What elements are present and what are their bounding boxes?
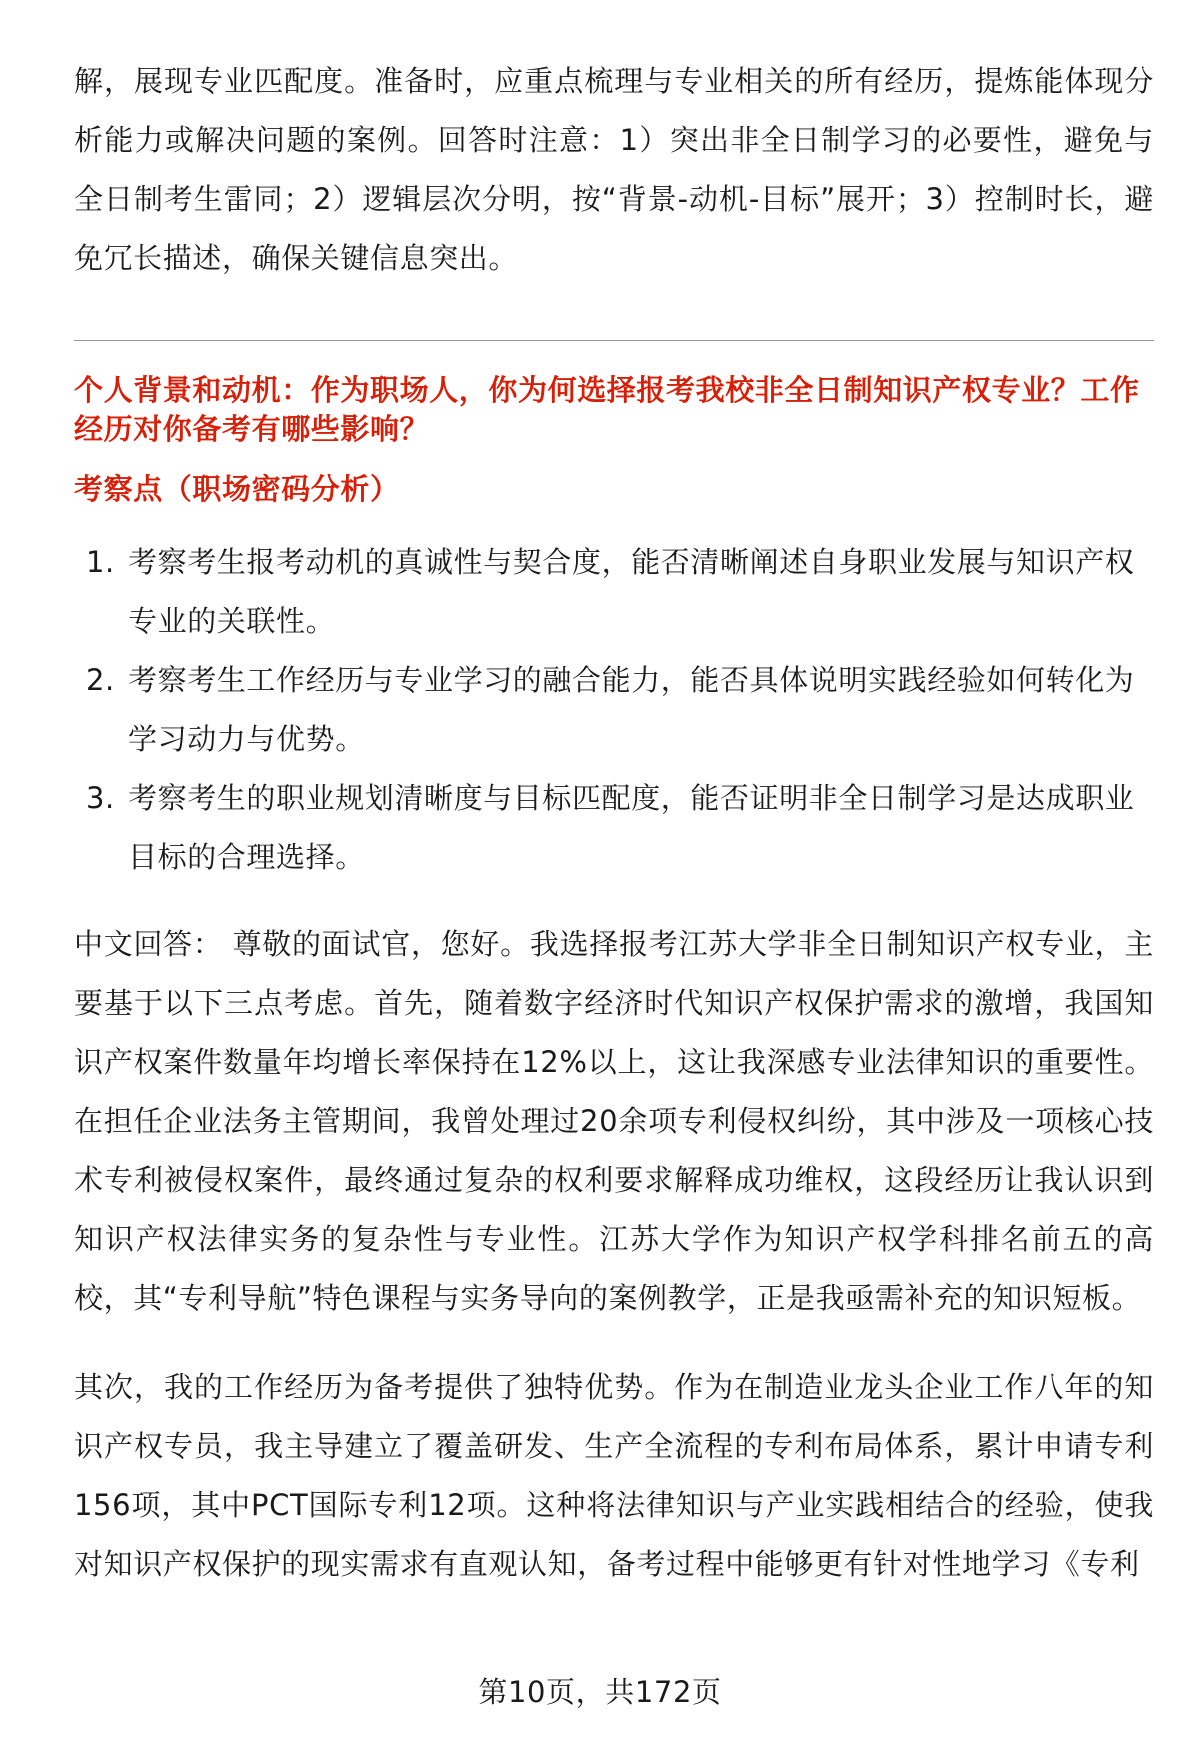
list-item-text: 考察考生报考动机的真诚性与契合度，能否清晰阐述自身职业发展与知识产权专业的关联性。 xyxy=(128,545,1135,638)
answer-paragraph-2: 其次，我的工作经历为备考提供了独特优势。作为在制造业龙头企业工作八年的知识产权专员，我主导建立了覆盖研发、生产全流程的专利布局体系，累计申请专利156项，其中PCT国际专利12项。这种将法律知识与产业实践相结合的经验，使我对知识产权保护的现实需求有直观认知，备考过程中能够更有针对性地学习《专利 xyxy=(74,1370,1154,1581)
document-page xyxy=(74,52,1154,1594)
assessment-list xyxy=(74,533,1154,887)
question-heading: 个人背景和动机：作为职场人，你为何选择报考我校非全日制知识产权专业？工作经历对你备考有哪些影响？ xyxy=(74,373,1140,446)
list-item-text: 考察考生的职业规划清晰度与目标匹配度，能否证明非全日制学习是达成职业目标的合理选择。 xyxy=(128,781,1135,874)
list-item-text: 考察考生工作经历与专业学习的融合能力，能否具体说明实践经验如何转化为学习动力与优势。 xyxy=(128,663,1135,756)
list-item xyxy=(74,533,1154,651)
intro-paragraph: 解，展现专业匹配度。准备时，应重点梳理与专业相关的所有经历，提炼能体现分析能力或解决问题的案例。回答时注意：1）突出非全日制学习的必要性，避免与全日制考生雷同；2）逻辑层次分明，按“背景-动机-目标”展开；3）控制时长，避免冗长描述，确保关键信息突出。 xyxy=(74,64,1154,275)
page-footer: 第10页，共172页 xyxy=(478,1675,722,1709)
answer-paragraph-1: 中文回答： 尊敬的面试官，您好。我选择报考江苏大学非全日制知识产权专业，主要基于以下三点考虑。首先，随着数字经济时代知识产权保护需求的激增，我国知识产权案件数量年均增长率保持在12%以上，这让我深感专业法律知识的重要性。在担任企业法务主管期间，我曾处理过20余项专利侵权纠纷，其中涉及一项核心技术专利被侵权案件，最终通过复杂的权利要求解释成功维权，这段经历让我认识到知识产权法律实务的复杂性与专业性。江苏大学作为知识产权学科排名前五的高校，其“专利导航”特色课程与实务导向的案例教学，正是我亟需补充的知识短板。 xyxy=(74,927,1154,1315)
list-item xyxy=(74,769,1154,887)
list-item-number: 1. xyxy=(86,545,115,579)
list-item-number: 2. xyxy=(86,663,115,697)
section-divider xyxy=(74,340,1154,341)
assessment-heading: 考察点（职场密码分析） xyxy=(74,472,400,506)
list-item-number: 3. xyxy=(86,781,115,815)
list-item xyxy=(74,651,1154,769)
